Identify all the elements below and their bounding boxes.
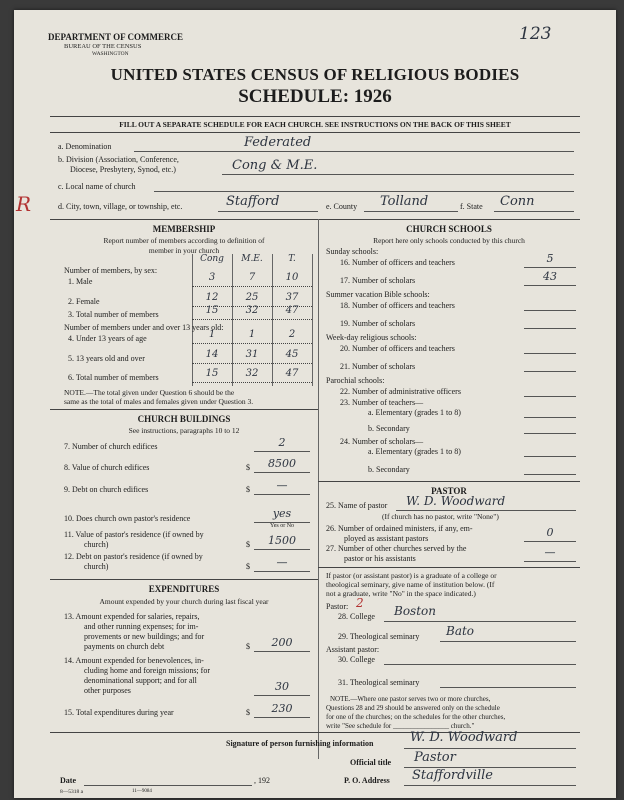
- q13-dollar: $: [246, 642, 250, 651]
- expenditures-sub: Amount expended by your church during last fiscal year: [99, 597, 269, 606]
- q26-label-2: ployed as assistant pastors: [344, 534, 429, 543]
- q17-label: 17. Number of scholars: [340, 276, 416, 285]
- graduate-instruction-2: theological seminary, give name of institution below. (If: [326, 580, 495, 589]
- sunday-heading: Sunday schools:: [326, 247, 379, 256]
- buildings-sub: See instructions, paragraphs 10 to 12: [128, 426, 240, 435]
- row-male-label: 1. Male: [68, 277, 93, 286]
- female-me[interactable]: 25: [245, 292, 259, 303]
- q27-value[interactable]: —: [544, 546, 556, 559]
- total2-total[interactable]: 47: [285, 368, 299, 379]
- row-total2-label: 6. Total number of members: [68, 373, 159, 382]
- division-label: b. Division (Association, Conference,: [58, 155, 179, 164]
- q28-value[interactable]: Boston: [394, 604, 436, 618]
- expenditures-title: EXPENDITURES: [148, 584, 220, 594]
- q16-label: 16. Number of officers and teachers: [340, 258, 455, 267]
- q23b-label: b. Secondary: [368, 424, 410, 433]
- schools-title: CHURCH SCHOOLS: [406, 224, 492, 234]
- q16-value[interactable]: 5: [546, 252, 554, 265]
- over13-me[interactable]: 31: [245, 349, 259, 360]
- division-label-2: Diocese, Presbytery, Synod, etc.): [70, 165, 176, 174]
- summer-heading: Summer vacation Bible schools:: [326, 290, 430, 299]
- col-head-me: M.E.: [241, 254, 263, 264]
- weekday-heading: Week-day religious schools:: [326, 333, 417, 342]
- graduate-instruction-3: not a graduate, write "No" in the space indicated.): [326, 589, 476, 598]
- female-cong[interactable]: 12: [205, 292, 219, 303]
- row-total-label: 3. Total number of members: [68, 310, 159, 319]
- q31-label: 31. Theological seminary: [338, 678, 420, 687]
- q18-label: 18. Number of officers and teachers: [340, 301, 455, 310]
- q20-label: 20. Number of officers and teachers: [340, 344, 455, 353]
- q15-label: 15. Total expenditures during year: [64, 708, 174, 717]
- denomination-value[interactable]: Federated: [244, 135, 312, 150]
- q14-label-2: cluding home and foreign missions; for: [84, 666, 210, 675]
- city-value[interactable]: Stafford: [226, 194, 280, 209]
- q24b-label: b. Secondary: [368, 465, 410, 474]
- q14-label-4: other purposes: [84, 686, 131, 695]
- total2-me[interactable]: 32: [245, 368, 259, 379]
- q11-value[interactable]: 1500: [268, 534, 296, 547]
- q29-label: 29. Theological seminary: [338, 632, 420, 641]
- page-number: 123: [519, 24, 552, 44]
- q13-label: 13. Amount expended for salaries, repairs,: [64, 612, 200, 621]
- q17-value[interactable]: 43: [543, 270, 557, 283]
- q11-label: 11. Value of pastor's residence (if owned by: [64, 530, 204, 539]
- over13-total[interactable]: 45: [285, 349, 299, 360]
- pastor-note-4: write "See schedule for ________________ church.": [326, 722, 475, 730]
- county-value[interactable]: Tolland: [380, 194, 429, 209]
- q24-label: 24. Number of scholars—: [340, 437, 424, 446]
- form-title: UNITED STATES CENSUS OF RELIGIOUS BODIES: [110, 65, 520, 84]
- q30-label: 30. College: [338, 655, 375, 664]
- by-age-heading: Number of members under and over 13 years old:: [64, 323, 224, 332]
- department-name: DEPARTMENT OF COMMERCE: [48, 32, 184, 42]
- q14-label: 14. Amount expended for benevolences, in-: [64, 656, 204, 665]
- date-label: Date: [60, 776, 76, 785]
- bureau-name: BUREAU OF THE CENSUS: [64, 43, 142, 50]
- print-number: 11—9084: [132, 789, 152, 794]
- po-address-value[interactable]: Staffordville: [412, 768, 493, 783]
- col-head-cong: Cong: [200, 254, 224, 264]
- pastor-note-2: Questions 28 and 29 should be answered only on the schedule: [326, 704, 500, 712]
- date-year: , 192: [254, 776, 270, 785]
- q10-label: 10. Does church own pastor's residence: [64, 514, 191, 523]
- pastor-note-3: for one of the churches; on the schedules for the other churches,: [326, 713, 506, 721]
- graduate-instruction: If pastor (or assistant pastor) is a graduate of a college or: [326, 571, 497, 580]
- q13-label-4: payments on church debt: [84, 642, 165, 651]
- q11-dollar: $: [246, 540, 250, 549]
- total-total[interactable]: 47: [285, 305, 299, 316]
- q7-label: 7. Number of church edifices: [64, 442, 158, 451]
- buildings-title: CHURCH BUILDINGS: [137, 414, 231, 424]
- q9-value[interactable]: —: [276, 479, 288, 492]
- q29-value[interactable]: Bato: [446, 624, 475, 638]
- under13-cong[interactable]: 1: [208, 329, 216, 340]
- city-label: d. City, town, village, or township, etc.: [58, 202, 183, 211]
- female-total[interactable]: 37: [285, 292, 299, 303]
- q8-dollar: $: [246, 463, 250, 472]
- male-total[interactable]: 10: [285, 272, 299, 283]
- q12-dollar: $: [246, 562, 250, 571]
- q13-value[interactable]: 200: [271, 636, 293, 649]
- q21-label: 21. Number of scholars: [340, 362, 416, 371]
- q28-label: 28. College: [338, 612, 375, 621]
- county-label: e. County: [326, 202, 358, 211]
- local-name-label: c. Local name of church: [58, 182, 136, 191]
- row-over13-label: 5. 13 years old and over: [68, 354, 145, 363]
- q12-label: 12. Debt on pastor's residence (if owned by: [64, 552, 203, 561]
- membership-title: MEMBERSHIP: [152, 224, 216, 234]
- asst-pastor-subheading: Assistant pastor:: [326, 645, 380, 654]
- q9-dollar: $: [246, 485, 250, 494]
- division-value[interactable]: Cong & M.E.: [232, 158, 318, 173]
- membership-intro-2: member in your church: [148, 246, 220, 255]
- row-under13-label: 4. Under 13 years of age: [68, 334, 147, 343]
- q15-dollar: $: [246, 708, 250, 717]
- membership-note: NOTE.—The total given under Question 6 should be the: [64, 388, 235, 397]
- q15-value[interactable]: 230: [271, 702, 293, 715]
- q26-label: 26. Number of ordained ministers, if any, em-: [326, 524, 473, 533]
- q13-label-3: provements or new buildings; and for: [84, 632, 205, 641]
- membership-intro: Report number of members according to definition of: [103, 236, 265, 245]
- q27-label-2: pastor or his assistants: [344, 554, 416, 563]
- pastor-subheading: Pastor:: [326, 602, 349, 611]
- pastor-title: PASTOR: [431, 486, 467, 496]
- yes-no-hint: Yes or No: [269, 523, 295, 529]
- q14-value[interactable]: 30: [275, 680, 289, 693]
- q14-label-3: denominational support; and for all: [84, 676, 197, 685]
- total-me[interactable]: 32: [245, 305, 259, 316]
- over13-cong[interactable]: 14: [205, 349, 219, 360]
- q8-label: 8. Value of church edifices: [64, 463, 150, 472]
- q12-label-2: church): [84, 562, 109, 571]
- q24a-label: a. Elementary (grades 1 to 8): [368, 447, 461, 456]
- by-sex-heading: Number of members, by sex:: [64, 266, 158, 275]
- census-schedule-sheet: [14, 10, 616, 798]
- official-title-value[interactable]: Pastor: [414, 750, 456, 765]
- state-value[interactable]: Conn: [500, 194, 535, 209]
- q8-value[interactable]: 8500: [268, 457, 296, 470]
- under13-me[interactable]: 1: [248, 329, 256, 340]
- denomination-label: a. Denomination: [58, 142, 112, 151]
- margin-mark: R: [16, 192, 32, 216]
- q25-note: (If church has no pastor, write "None"): [382, 512, 499, 521]
- form-number: 8—5318 a: [60, 789, 84, 795]
- schools-intro: Report here only schools conducted by this church: [373, 236, 525, 245]
- q11-label-2: church): [84, 540, 109, 549]
- po-address-label: P. O. Address: [344, 776, 390, 785]
- q26-value[interactable]: 0: [546, 526, 554, 539]
- q25-value[interactable]: W. D. Woodward: [406, 494, 506, 508]
- q12-value[interactable]: —: [276, 556, 288, 569]
- pastor-red-mark: 2: [356, 596, 364, 610]
- city-name: WASHINGTON: [92, 51, 129, 57]
- q25-label: 25. Name of pastor: [326, 501, 388, 510]
- state-label: f. State: [460, 202, 483, 211]
- q23-label: 23. Number of teachers—: [340, 398, 424, 407]
- q7-value[interactable]: 2: [278, 436, 286, 449]
- q13-label-2: and other running expenses; for im-: [84, 622, 199, 631]
- signature-value[interactable]: W. D. Woodward: [410, 730, 518, 745]
- row-female-label: 2. Female: [68, 297, 100, 306]
- official-title-label: Official title: [350, 758, 392, 767]
- total-cong[interactable]: 15: [205, 305, 219, 316]
- q27-label: 27. Number of other churches served by the: [326, 544, 467, 553]
- q10-value[interactable]: yes: [272, 507, 292, 520]
- membership-note-2: same as the total of males and females given under Question 3.: [64, 397, 254, 406]
- q22-label: 22. Number of administrative officers: [340, 387, 461, 396]
- under13-total[interactable]: 2: [288, 329, 296, 340]
- form-subtitle: SCHEDULE: 1926: [238, 86, 392, 107]
- parochial-heading: Parochial schools:: [326, 376, 385, 385]
- q19-label: 19. Number of scholars: [340, 319, 416, 328]
- form-instruction: FILL OUT A SEPARATE SCHEDULE FOR EACH CHURCH. SEE INSTRUCTIONS ON THE BACK OF THIS SHEET: [119, 120, 511, 129]
- col-head-total: T.: [288, 254, 296, 264]
- q23a-label: a. Elementary (grades 1 to 8): [368, 408, 461, 417]
- q9-label: 9. Debt on church edifices: [64, 485, 149, 494]
- male-cong[interactable]: 3: [208, 272, 216, 283]
- signature-label: Signature of person furnishing information: [226, 739, 374, 748]
- male-me[interactable]: 7: [248, 272, 256, 283]
- pastor-note: NOTE.—Where one pastor serves two or more churches,: [330, 695, 491, 703]
- total2-cong[interactable]: 15: [205, 368, 219, 379]
